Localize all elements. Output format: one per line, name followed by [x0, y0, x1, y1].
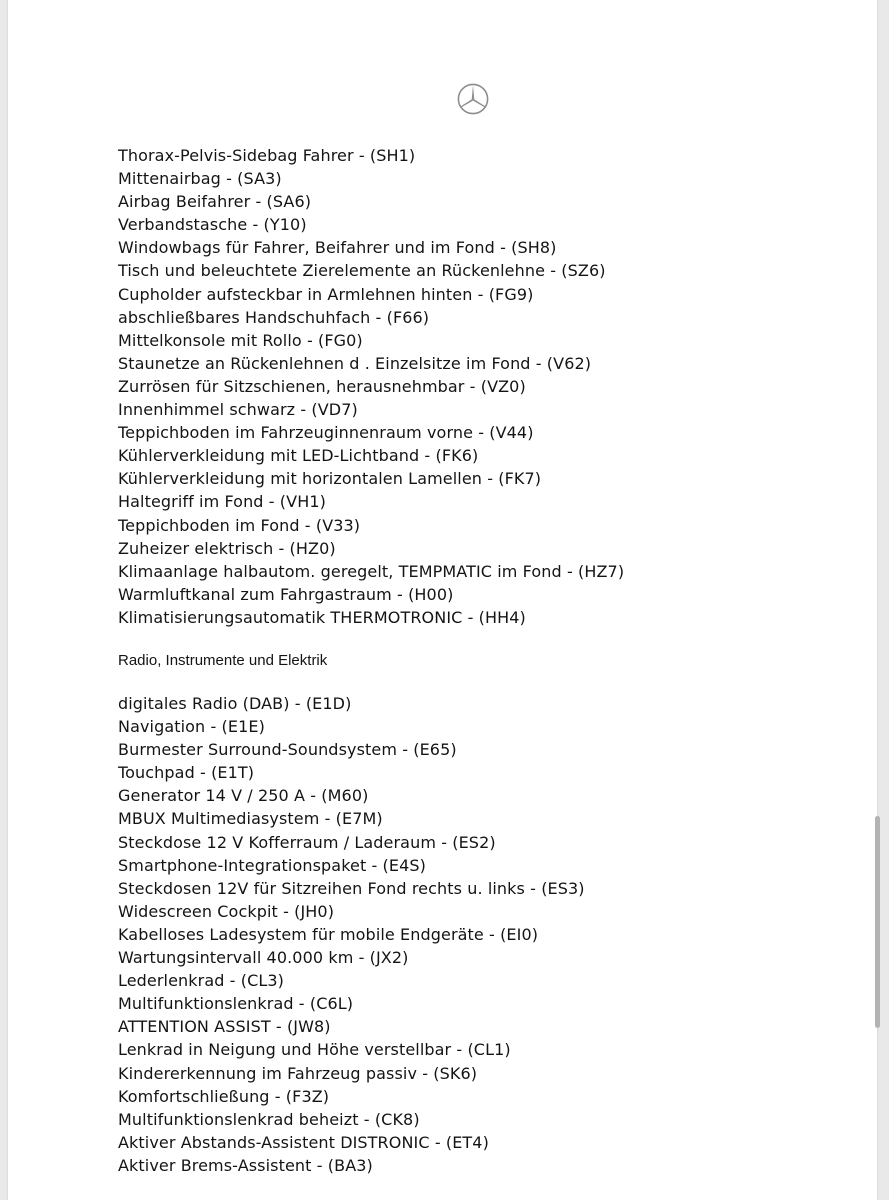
- equipment-item: Kühlerverkleidung mit horizontalen Lamellen - (FK7): [118, 469, 542, 489]
- equipment-item: Widescreen Cockpit - (JH0): [118, 901, 335, 921]
- equipment-item: Innenhimmel schwarz - (VD7): [118, 400, 358, 420]
- equipment-item: Multifunktionslenkrad - (C6L): [118, 994, 354, 1014]
- mercedes-star-icon: [457, 83, 489, 115]
- equipment-item: Aktiver Abstands-Assistent DISTRONIC - (ET4): [118, 1132, 489, 1152]
- equipment-item: Warmluftkanal zum Fahrgastraum - (H00): [118, 584, 454, 604]
- equipment-item: Steckdosen 12V für Sitzreihen Fond rechts u. links - (ES3): [118, 878, 585, 898]
- equipment-item: Klimatisierungsautomatik THERMOTRONIC - (HH4): [118, 607, 526, 627]
- equipment-item: Verbandstasche - (Y10): [118, 215, 307, 235]
- equipment-item: Zurrösen für Sitzschienen, herausnehmbar - (VZ0): [118, 376, 526, 396]
- equipment-item: Airbag Beifahrer - (SA6): [118, 192, 312, 212]
- equipment-item: Touchpad - (E1T): [118, 763, 255, 783]
- equipment-item: Mittenairbag - (SA3): [118, 169, 282, 189]
- equipment-item: Komfortschließung - (F3Z): [118, 1086, 330, 1106]
- equipment-item: Cupholder aufsteckbar in Armlehnen hinten - (FG9): [118, 284, 534, 304]
- equipment-item: Burmester Surround-Soundsystem - (E65): [118, 740, 457, 760]
- equipment-item: Mittelkonsole mit Rollo - (FG0): [118, 330, 363, 350]
- document-page: [8, 0, 877, 1200]
- equipment-item: Kindererkennung im Fahrzeug passiv - (SK6): [118, 1063, 478, 1083]
- equipment-item: Zuheizer elektrisch - (HZ0): [118, 538, 336, 558]
- equipment-item: Staunetze an Rückenlehnen d . Einzelsitze im Fond - (V62): [118, 353, 592, 373]
- equipment-item: Tisch und beleuchtete Zierelemente an Rückenlehne - (SZ6): [118, 261, 606, 281]
- section-heading: Radio, Instrumente und Elektrik: [118, 652, 328, 669]
- equipment-item: Generator 14 V / 250 A - (M60): [118, 786, 369, 806]
- equipment-item: Lederlenkrad - (CL3): [118, 971, 284, 991]
- equipment-list-section-1: [118, 144, 624, 629]
- equipment-item: Multifunktionslenkrad beheizt - (CK8): [118, 1109, 420, 1129]
- equipment-item: Kabelloses Ladesystem für mobile Endgeräte - (EI0): [118, 924, 539, 944]
- equipment-item: Smartphone-Integrationspaket - (E4S): [118, 855, 426, 875]
- equipment-item: Teppichboden im Fond - (V33): [118, 515, 361, 535]
- equipment-item: Lenkrad in Neigung und Höhe verstellbar - (CL1): [118, 1040, 511, 1060]
- equipment-list-section-2: [118, 692, 585, 1177]
- equipment-item: Haltegriff im Fond - (VH1): [118, 492, 326, 512]
- equipment-item: Wartungsintervall 40.000 km - (JX2): [118, 948, 409, 968]
- equipment-item: Klimaanlage halbautom. geregelt, TEMPMATIC im Fond - (HZ7): [118, 561, 625, 581]
- equipment-item: MBUX Multimediasystem - (E7M): [118, 809, 383, 829]
- equipment-item: Navigation - (E1E): [118, 717, 265, 737]
- equipment-item: Teppichboden im Fahrzeuginnenraum vorne - (V44): [118, 423, 534, 443]
- equipment-item: Steckdose 12 V Kofferraum / Laderaum - (ES2): [118, 832, 496, 852]
- equipment-item: Kühlerverkleidung mit LED-Lichtband - (FK6): [118, 446, 479, 466]
- equipment-item: Aktiver Brems-Assistent - (BA3): [118, 1155, 373, 1175]
- equipment-item: abschließbares Handschuhfach - (F66): [118, 307, 430, 327]
- equipment-item: ATTENTION ASSIST - (JW8): [118, 1017, 331, 1037]
- equipment-item: digitales Radio (DAB) - (E1D): [118, 694, 352, 713]
- equipment-item: Thorax-Pelvis-Sidebag Fahrer - (SH1): [118, 146, 416, 165]
- vertical-scrollbar[interactable]: [875, 816, 880, 1028]
- equipment-item: Windowbags für Fahrer, Beifahrer und im Fond - (SH8): [118, 238, 557, 258]
